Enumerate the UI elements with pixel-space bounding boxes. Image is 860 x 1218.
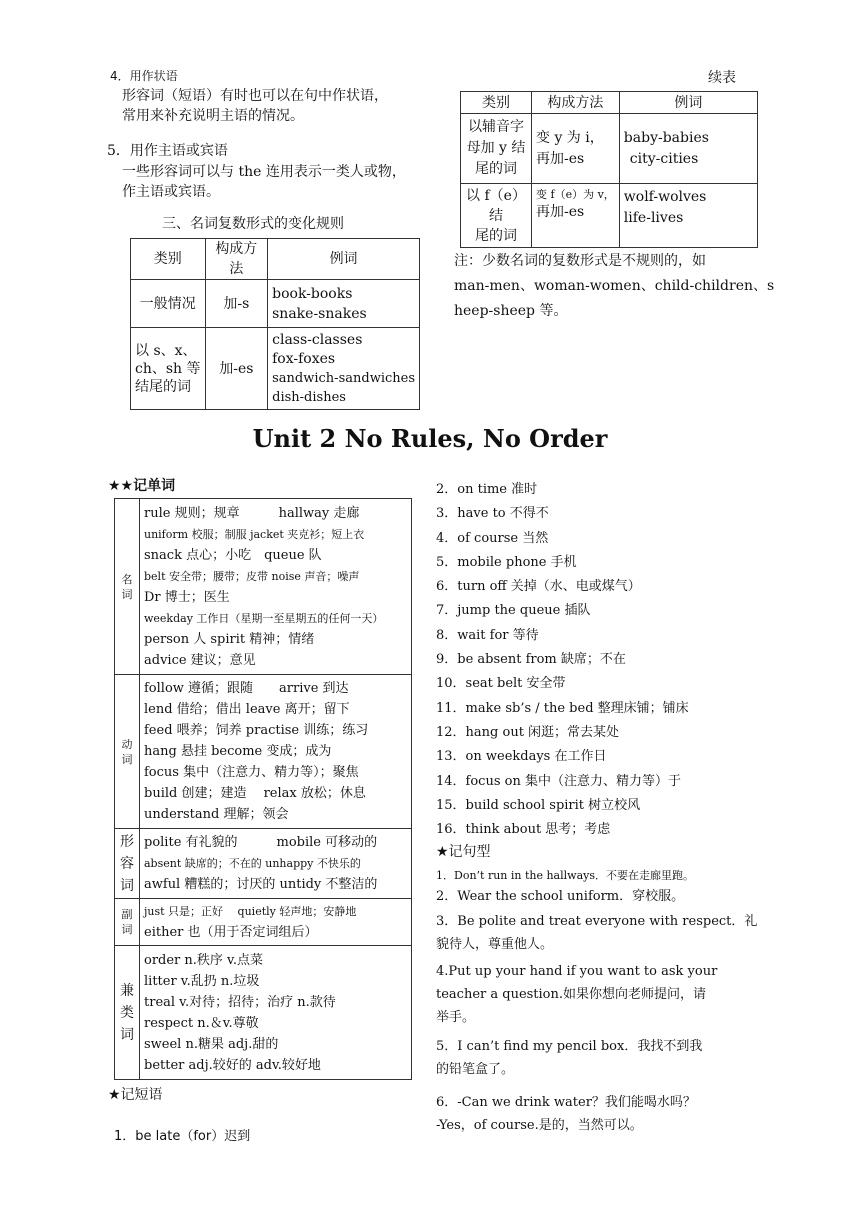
example: snake-snakes [272, 305, 367, 322]
table-row [461, 184, 758, 248]
table-row [115, 829, 412, 899]
phrase-item: 2．on time 准时 [436, 482, 538, 497]
vocab-line: sweel n.糖果 adj.甜的 [144, 1036, 279, 1052]
unit-title: Unit 2 No Rules, No Order [252, 424, 608, 453]
vocab-list-verbs [140, 675, 412, 829]
plural-rules-table [130, 238, 420, 410]
sentence-item [436, 1091, 766, 1137]
phrases-heading: ★记短语 [108, 1087, 163, 1103]
example: baby-babies [623, 129, 709, 146]
example: fox-foxes [272, 350, 336, 367]
phrase-item: 7．jump the queue 插队 [436, 603, 591, 619]
category-cell: 副词 [115, 899, 140, 946]
category-cell: 动词 [115, 675, 140, 829]
text-line: 3．Be polite and treat everyone with respect．礼 [436, 914, 758, 929]
table-header: 构成方法 [205, 239, 268, 280]
phrase-item: 16．think about 思考；考虑 [436, 822, 611, 838]
table-header: 类别 [131, 239, 206, 280]
category-cell: 形 容 词 [115, 829, 140, 899]
vocab-line: belt 安全带；腰带；皮带 noise 声音；噪声 [144, 569, 360, 583]
text-line: man-men、woman-women、child-children、s [454, 278, 775, 294]
example: class-classes [272, 331, 363, 348]
vocab-list-nouns [140, 499, 412, 675]
vocab-list-adjectives [140, 829, 412, 899]
section-5-heading: 5．用作主语或宾语 [107, 143, 228, 159]
vocab-line: weekday 工作日（星期一至星期五的任何一天） [144, 611, 384, 625]
vocab-line: litter v.乱扔 n.垃圾 [144, 973, 260, 989]
table-row [131, 328, 420, 410]
text-line: 注：少数名词的复数形式是不规则的，如 [454, 253, 706, 269]
text-line: 1．Don’t run in the hallways．不要在走廊里跑。 [436, 869, 694, 882]
text-line: 变 y 为 i， [536, 129, 604, 146]
irregular-plural-note [454, 249, 774, 324]
table-row [115, 899, 412, 946]
text-line: ch、sh 等 [135, 360, 201, 377]
sentence-item [436, 885, 766, 908]
text-line: 尾的词 [475, 227, 517, 244]
text-line: 结 [489, 207, 503, 224]
text-line: 一些形容词可以与 the 连用表示一类人或物， [122, 164, 406, 180]
text-line: teacher a question.如果你想向老师提问，请 [436, 987, 707, 1002]
section-4-text [122, 86, 388, 126]
phrase-item: 5．mobile phone 手机 [436, 554, 577, 570]
vocab-line: uniform 校服；制服 jacket 夹克衫；短上衣 [144, 527, 365, 541]
examples-cell [268, 280, 420, 328]
sentence-item [436, 1035, 766, 1081]
vocab-line: person 人 spirit 精神；情绪 [144, 631, 315, 647]
method-cell [532, 184, 620, 248]
table-row [115, 675, 412, 829]
vocab-heading: ★★记单词 [108, 478, 176, 494]
phrase-item: 9．be absent from 缺席；不在 [436, 652, 626, 668]
table-row [461, 114, 758, 184]
table-row [115, 946, 412, 1080]
vocab-line: rule 规则；规章 hallway 走廊 [144, 505, 360, 521]
examples-cell [268, 328, 420, 410]
text-line: 作主语或宾语。 [122, 184, 220, 200]
table-row [131, 280, 420, 328]
vocab-line: polite 有礼貌的 mobile 可移动的 [144, 835, 378, 850]
category-cell [461, 114, 532, 184]
vocab-line: either 也（用于否定词组后） [144, 925, 318, 940]
phrase-item: 4．of course 当然 [436, 530, 549, 546]
vocab-line: awful 糟糕的；讨厌的 untidy 不整洁的 [144, 877, 378, 892]
method-cell [532, 114, 620, 184]
plural-rules-table-continued [460, 91, 758, 248]
text-line: 2．Wear the school uniform．穿校服。 [436, 889, 685, 904]
text-line: 尾的词 [475, 161, 517, 177]
method-cell: 加-s [205, 280, 268, 328]
text-line: 举手。 [436, 1010, 476, 1025]
sentences-list [436, 868, 766, 1137]
text-line: 以辅音字 [468, 119, 524, 135]
phrase-item: 13．on weekdays 在工作日 [436, 749, 607, 765]
vocabulary-table [114, 498, 412, 1080]
table-row [115, 499, 412, 675]
phrase-item: 14．focus on 集中（注意力、精力等）于 [436, 773, 681, 789]
example: life-lives [623, 210, 684, 226]
phrase-item: 11．make sb’s / the bed 整理床铺；铺床 [436, 700, 689, 716]
category-cell: 名词 [115, 499, 140, 675]
text-line: 常用来补充说明主语的情况。 [122, 108, 304, 124]
vocab-list-multi-class [140, 946, 412, 1080]
vocab-line: treal v.对待；招待；治疗 n.款待 [144, 994, 336, 1010]
text-line: 结尾的词 [135, 378, 191, 395]
examples-cell [619, 114, 757, 184]
text-line: 4.Put up your hand if you want to ask your [436, 964, 718, 979]
text-line: 的铅笔盒了。 [436, 1062, 515, 1077]
method-cell: 加-es [205, 328, 268, 410]
text-line: 貌待人，尊重他人。 [436, 937, 554, 952]
vocab-line: follow 遵循；跟随 arrive 到达 [144, 681, 349, 696]
phrase-item: 8．wait for 等待 [436, 627, 539, 643]
vocab-line: snack 点心；小吃 queue 队 [144, 547, 322, 563]
sentence-item [436, 910, 766, 956]
phrase-item: 10．seat belt 安全带 [436, 676, 566, 692]
example: wolf-wolves [623, 189, 707, 205]
text-line: 再加-es [536, 150, 585, 167]
category-cell: 兼 类 词 [115, 946, 140, 1080]
vocab-line: feed 喂养；饲养 practise 训练；练习 [144, 723, 369, 738]
text-line: 以 f（e） [466, 187, 526, 204]
text-line: 以 s、x、 [135, 342, 197, 359]
example: dish-dishes [272, 389, 346, 405]
category-cell [461, 184, 532, 248]
table-header: 类别 [461, 92, 532, 114]
vocab-line: Dr 博士；医生 [144, 589, 230, 605]
vocab-line: hang 悬挂 become 变成；成为 [144, 744, 332, 759]
phrase-item: 6．turn off 关掉（水、电或煤气） [436, 579, 641, 595]
table-header: 例词 [619, 92, 757, 114]
text-line: 6．-Can we drink water？我们能喝水吗？ [436, 1095, 696, 1110]
table-header: 例词 [268, 239, 420, 280]
text-line: 再加-es [536, 204, 585, 220]
phrase-item: 12．hang out 闲逛；常去某处 [436, 724, 620, 740]
phrases-list [436, 478, 689, 842]
table-header: 构成方法 [532, 92, 620, 114]
phrase-item: 3．have to 不得不 [436, 506, 549, 522]
vocab-line: lend 借给；借出 leave 离开；留下 [144, 702, 350, 717]
text-line: 形容词（短语）有时也可以在句中作状语， [122, 88, 388, 104]
sentence-item [436, 960, 766, 1029]
text-line: 5．I can’t find my pencil box．我找不到我 [436, 1039, 703, 1054]
example: sandwich-sandwiches [272, 370, 415, 386]
phrase-item: 1．be late（for）迟到 [114, 1129, 251, 1144]
text-line: 变 f（e）为 v， [536, 188, 615, 201]
vocab-line: better adj.较好的 adv.较好地 [144, 1057, 321, 1073]
vocab-line: build 创建；建造 relax 放松；休息 [144, 786, 366, 801]
section-4-heading: 4．用作状语 [110, 69, 178, 83]
sentences-heading: ★记句型 [436, 844, 491, 860]
examples-cell [619, 184, 757, 248]
phrase-item: 15．build school spirit 树立校风 [436, 797, 641, 813]
vocab-line: advice 建议；意见 [144, 652, 256, 668]
text-line: 母加 y 结 [466, 140, 526, 156]
vocab-line: just 只是；正好 quietly 轻声地；安静地 [144, 905, 357, 918]
continued-label: 续表 [708, 70, 736, 86]
sentence-item [436, 868, 766, 883]
vocab-line: focus 集中（注意力、精力等）；聚焦 [144, 765, 359, 780]
example: city-cities [629, 150, 699, 167]
vocab-line: respect n.＆v.尊敬 [144, 1015, 259, 1031]
text-line: -Yes，of course.是的，当然可以。 [436, 1118, 643, 1133]
example: book-books [272, 285, 353, 302]
vocab-line: understand 理解；领会 [144, 807, 289, 822]
category-cell [131, 328, 206, 410]
plural-rules-title: 三、名词复数形式的变化规则 [162, 216, 344, 232]
text-line: heep-sheep 等。 [454, 303, 568, 319]
section-5-text [122, 162, 406, 202]
category-cell: 一般情况 [131, 280, 206, 328]
vocab-line: absent 缺席的；不在的 unhappy 不快乐的 [144, 857, 361, 870]
vocab-line: order n.秩序 v.点菜 [144, 952, 263, 968]
vocab-list-adverbs [140, 899, 412, 946]
